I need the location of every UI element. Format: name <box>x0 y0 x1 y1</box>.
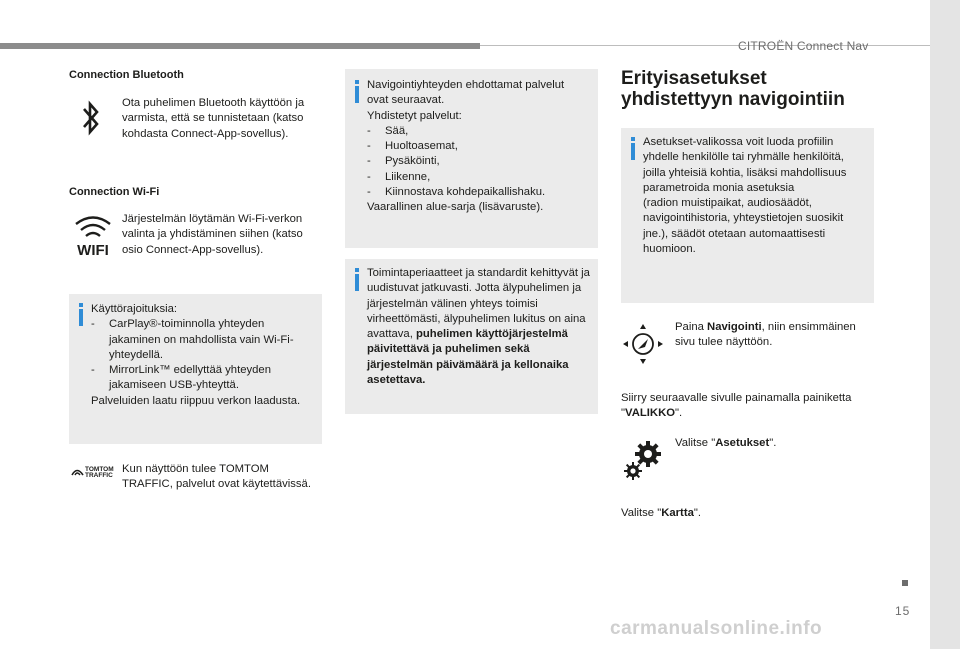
brand-label: CITROËN Connect Nav <box>738 39 869 53</box>
usage-limits-box <box>69 294 322 444</box>
profile-text2: (radion muistipaikat, audiosäädöt, navigointihistoria, yhteystietojen suosikit jne.), säädöt otetaan automaattisesti huomioon. <box>643 197 844 256</box>
page-edge-strip <box>930 0 960 649</box>
settings-text: Valitse "Asetukset". <box>675 437 777 449</box>
service-item: - Huoltoasemat, <box>367 139 587 154</box>
bluetooth-text: Ota puhelimen Bluetooth käyttöön ja varmista, että se tunnistetaan (katso kohdasta Connect-App-sovellus). <box>122 97 305 140</box>
wifi-text: Järjestelmän löytämän Wi-Fi-verkon valinta ja yhdistäminen siihen (katso osio Connect-App-sovellus). <box>122 213 303 256</box>
tomtom-logo-line2: TRAFFIC <box>85 472 113 478</box>
info-icon <box>355 86 359 103</box>
info-icon <box>355 274 359 291</box>
services-intro: Navigointiyhteyden ehdottamat palvelut ovat seuraavat. <box>367 79 565 107</box>
page-title-line2: yhdistettyyn navigointiin <box>621 89 845 110</box>
usage-item-mirrorlink: - MirrorLink™ edellyttää yhteyden jakamiseen USB-yhteyttä. <box>91 363 317 394</box>
connected-services-box <box>345 69 598 248</box>
tomtom-traffic-icon <box>70 464 114 478</box>
page-marker <box>902 580 908 586</box>
services-outro: Vaarallinen alue-sarja (lisävaruste). <box>367 201 544 214</box>
service-item: - Sää, <box>367 124 587 139</box>
tomtom-traffic-logo <box>70 464 114 483</box>
navigation-text: Paina Navigointi, niin ensimmäinen sivu tulee näyttöön. <box>675 321 856 349</box>
standards-text: Toimintaperiaatteet ja standardit kehittyvät ja uudistuvat jatkuvasti. Jotta älypuhelimen ja järjestelmän välinen yhteys toimisi virheettömästi, älypuhelimen lukitus on aina avattava, <box>367 267 590 341</box>
profile-settings-box <box>621 128 874 303</box>
service-item: - Pysäköinti, <box>367 154 587 169</box>
settings-icon <box>622 438 666 482</box>
page-title <box>621 68 845 110</box>
tomtom-logo-line1: TOMTOM <box>85 466 114 473</box>
tomtom-text: Kun näyttöön tulee TOMTOM TRAFFIC, palvelut ovat käytettävissä. <box>122 463 311 491</box>
info-icon <box>631 143 635 160</box>
watermark: carmanualsonline.info <box>610 618 823 639</box>
bluetooth-heading: Connection Bluetooth <box>69 69 184 81</box>
wifi-icon <box>71 212 115 258</box>
map-text: Valitse "Kartta". <box>621 507 702 519</box>
header-bar <box>0 43 480 49</box>
wifi-icon-label: WIFI <box>77 242 109 258</box>
page-title-line1: Erityisasetukset <box>621 68 767 89</box>
usage-intro: Käyttörajoituksia: <box>91 303 178 315</box>
service-item: - Liikenne, <box>367 170 587 185</box>
service-item: - Kiinnostava kohdepaikallishaku. <box>367 185 587 200</box>
usage-item-carplay: - CarPlay®-toiminnolla yhteyden jakaminen on mahdollista vain Wi-Fi-yhteydellä. <box>91 317 317 363</box>
wifi-heading: Connection Wi-Fi <box>69 186 160 198</box>
standards-box <box>345 259 598 414</box>
navigation-icon <box>622 322 666 366</box>
bluetooth-icon <box>80 100 102 136</box>
info-icon <box>79 309 83 326</box>
services-sub: Yhdistetyt palvelut: <box>367 109 462 122</box>
usage-outro: Palveluiden laatu riippuu verkon laadusta. <box>91 394 301 407</box>
page-number: 15 <box>895 604 911 618</box>
profile-text1: Asetukset-valikossa voit luoda profiilin yhdelle henkilölle tai ryhmälle henkilöitä, joilla yhteisiä kohtia, lisäksi mahdollisuus parametroida monia asetuksia <box>643 136 847 194</box>
standards-bold-text: puhelimen käyttöjärjestelmä päivitettävä ja puhelimen sekä järjestelmän päivämäärä ja kellonaika asetettava. <box>367 328 569 387</box>
menu-text: Siirry seuraavalle sivulle painamalla painiketta "VALIKKO". <box>621 392 852 420</box>
